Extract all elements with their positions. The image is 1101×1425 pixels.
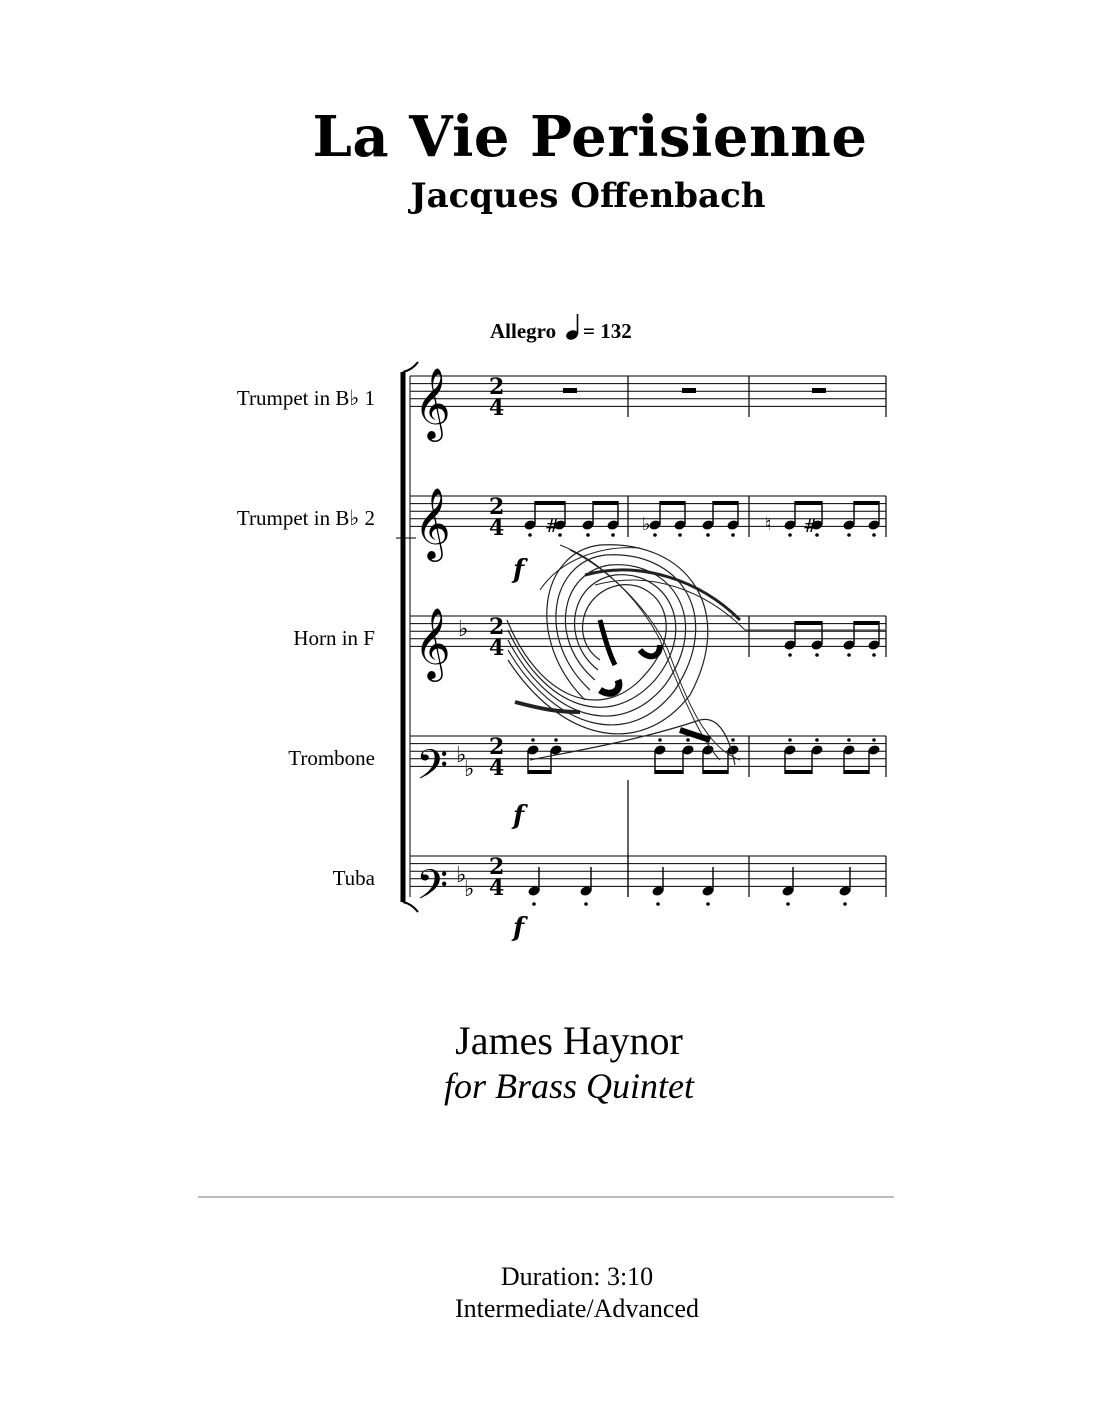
flat-icon: ♭: [458, 616, 469, 641]
flat-icon: ♭: [456, 862, 467, 887]
staccato-dot: [531, 738, 535, 742]
instrument-label-trombone: Trombone: [288, 746, 375, 770]
page-title: La Vie Perisienne: [312, 104, 868, 170]
whole-rest: [563, 388, 826, 393]
treble-clef-icon: 𝄞: [414, 606, 451, 679]
dynamic-marking: f: [513, 913, 525, 943]
staccato-dot: [847, 653, 851, 657]
barlines: [628, 376, 886, 897]
quarter-note-icon: [565, 314, 579, 341]
staccato-dot: [872, 653, 876, 657]
staccato-dot: [731, 533, 735, 537]
staccato-dot: [815, 653, 819, 657]
note-beam: [593, 501, 618, 505]
staccato-dot: [731, 738, 735, 742]
tempo-value: = 132: [583, 319, 632, 343]
duration-text: Duration: 3:10: [500, 1262, 654, 1291]
svg-text:4: 4: [489, 515, 505, 541]
composer-name: Jacques Offenbach: [410, 176, 766, 216]
staccato-dot: [532, 902, 536, 906]
staccato-dot: [653, 533, 657, 537]
staccato-dot: [847, 738, 851, 742]
svg-text:4: 4: [489, 635, 505, 661]
staccato-dot: [788, 533, 792, 537]
note-beam: [844, 770, 869, 774]
instrument-label-trumpet-1: Trumpet in B♭ 1: [236, 386, 375, 410]
staccato-dot: [586, 533, 590, 537]
staccato-dot: [786, 902, 790, 906]
ensemble-label: for Brass Quintet: [443, 1066, 694, 1106]
note-beam: [528, 770, 551, 774]
dynamic-marking: f: [513, 801, 525, 831]
staccato-dot: [706, 533, 710, 537]
divider-line: [198, 1196, 894, 1198]
arranger-name: James Haynor: [455, 1018, 683, 1063]
difficulty-level: Intermediate/Advanced: [455, 1294, 699, 1323]
staccato-dot: [686, 738, 690, 742]
svg-text:2: 2: [489, 854, 505, 880]
note-beam: [703, 770, 728, 774]
treble-clef-icon: 𝄞: [414, 366, 451, 439]
staccato-dot: [788, 653, 792, 657]
note-beam: [795, 501, 822, 505]
staccato-dot: [658, 738, 662, 742]
instrument-label-trumpet-2: Trumpet in B♭ 2: [236, 506, 375, 530]
svg-text:2: 2: [489, 734, 505, 760]
note-beam: [713, 501, 738, 505]
flat-icon: ♭: [456, 742, 467, 767]
staccato-dot: [872, 533, 876, 537]
flat-icon: ♭: [464, 756, 475, 781]
staff-lines: [410, 376, 886, 886]
staccato-dot: [706, 902, 710, 906]
staccato-dot: [788, 738, 792, 742]
svg-text:2: 2: [489, 374, 505, 400]
svg-text:4: 4: [489, 395, 505, 421]
instrument-label-horn: Horn in F: [293, 626, 375, 650]
accidental-icon: ♮: [765, 514, 772, 535]
accidental-icon: #: [545, 516, 561, 537]
note-beam: [785, 770, 812, 774]
note-beam: [854, 621, 879, 625]
staccato-dot: [843, 902, 847, 906]
note-beam: [854, 501, 879, 505]
treble-clef-icon: 𝄞: [414, 486, 451, 559]
note-beam: [795, 621, 822, 625]
note-beam: [660, 501, 685, 505]
bass-clef-icon: 𝄢: [416, 861, 449, 919]
accidental-icon: #: [803, 516, 819, 537]
staccato-dot: [847, 533, 851, 537]
note-beam: [535, 501, 565, 505]
dynamic-marking: f: [513, 555, 525, 585]
accidental-icon: ♭: [642, 514, 651, 535]
staccato-dot: [528, 533, 532, 537]
flat-icon: ♭: [464, 876, 475, 901]
staccato-dot: [554, 738, 558, 742]
svg-text:4: 4: [489, 875, 505, 901]
staccato-dot: [815, 738, 819, 742]
bass-clef-icon: 𝄢: [416, 741, 449, 799]
staccato-dot: [872, 738, 876, 742]
note-beam: [655, 770, 683, 774]
swirl-graphic: [507, 545, 885, 765]
svg-text:2: 2: [489, 494, 505, 520]
staccato-dot: [678, 533, 682, 537]
instrument-label-tuba: Tuba: [332, 866, 375, 890]
staccato-dot: [656, 902, 660, 906]
staccato-dot: [611, 533, 615, 537]
time-signature: [489, 374, 504, 901]
svg-text:2: 2: [489, 614, 505, 640]
tempo-marking: Allegro: [490, 319, 557, 343]
svg-text:4: 4: [489, 755, 505, 781]
staccato-dot: [584, 902, 588, 906]
